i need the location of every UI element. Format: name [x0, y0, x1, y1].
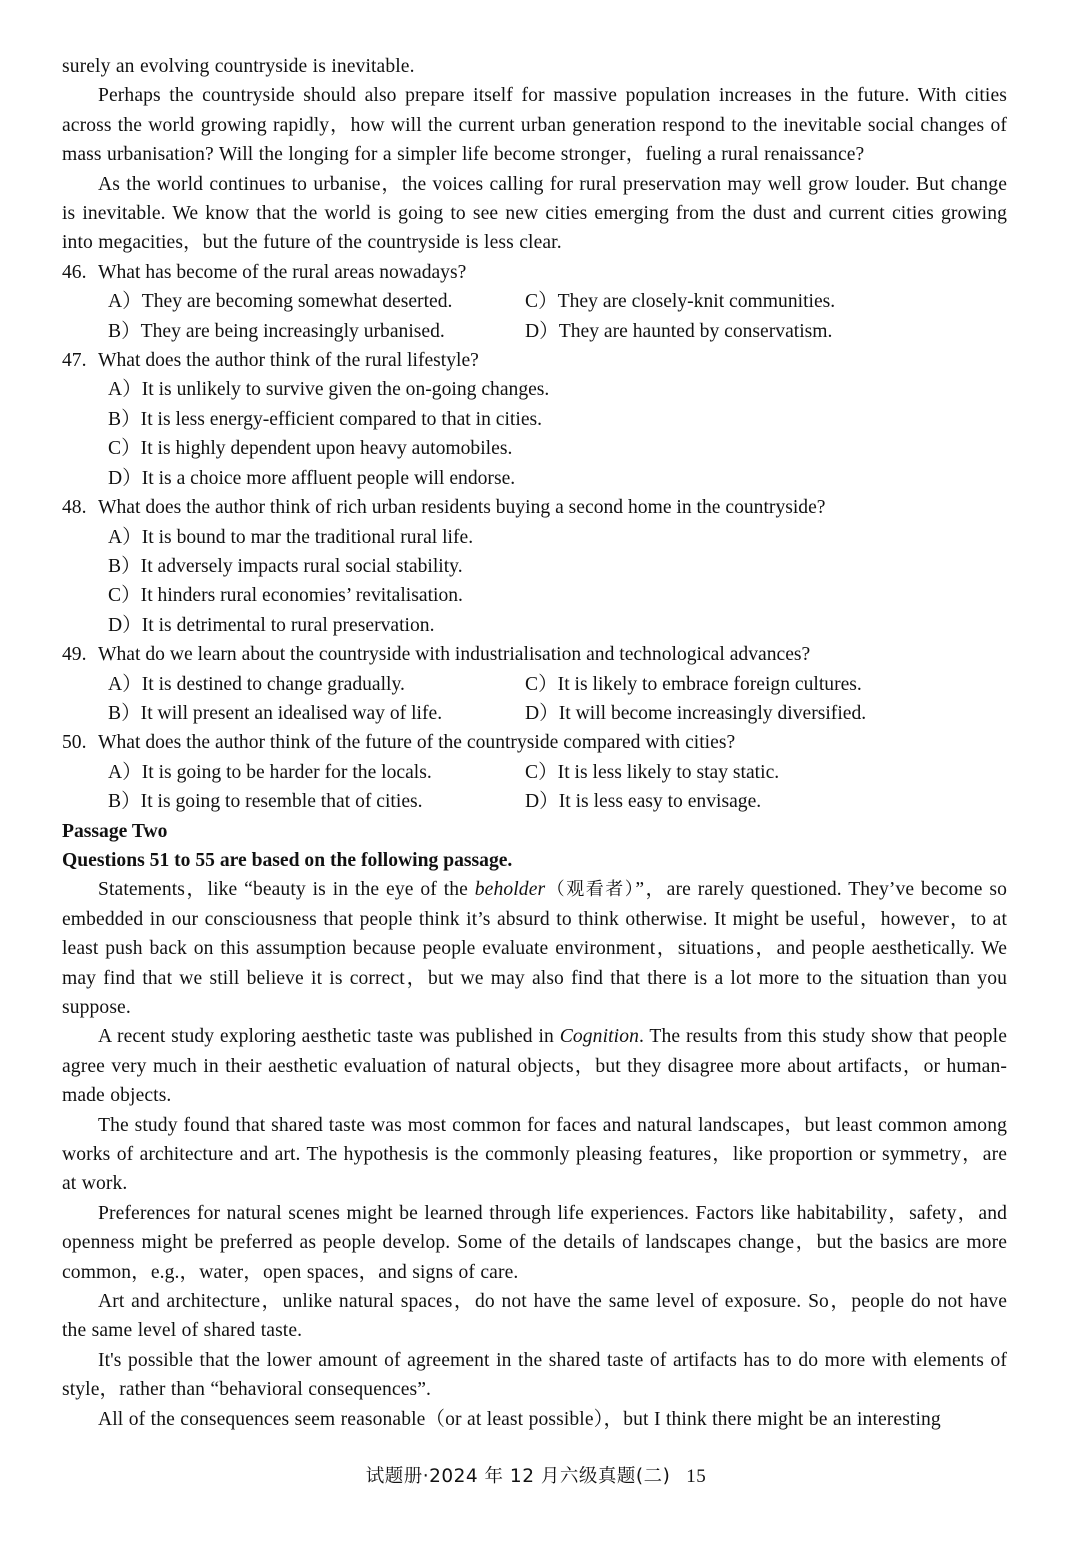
- option-label: D）: [525, 702, 559, 724]
- option-label: A）: [108, 526, 142, 548]
- question-50: [62, 728, 1007, 757]
- passage-two-paragraph-5: Art and architecture，unlike natural spaces，do not have the same level of exposure. So，people do not have the same level of shared taste.: [62, 1291, 1007, 1342]
- option-c[interactable]: [525, 758, 1007, 787]
- option-c[interactable]: [525, 287, 1007, 316]
- question-47-options: [62, 375, 1007, 493]
- p2-pre: A recent study exploring aesthetic taste was published in: [98, 1026, 560, 1048]
- page-number: 15: [686, 1466, 707, 1487]
- passage-two-paragraph-1: [62, 875, 1007, 1022]
- question-number: 48.: [62, 497, 87, 519]
- option-c[interactable]: [108, 434, 1007, 463]
- option-label: C）: [525, 291, 558, 313]
- question-46-options: [62, 287, 1007, 346]
- option-row: [108, 670, 1007, 699]
- option-label: D）: [525, 791, 559, 813]
- passage-two-paragraph-3: The study found that shared taste was most common for faces and natural landscapes，but least common among works of architecture and art. The hypothesis is the commonly pleasing features，like proportion or symmetry，are at work.: [62, 1114, 1007, 1195]
- question-number: 46.: [62, 261, 87, 283]
- option-text: It is destined to change gradually.: [141, 673, 405, 695]
- option-text: It hinders rural economies’ revitalisation.: [140, 585, 463, 607]
- option-label: B）: [108, 555, 141, 577]
- option-label: C）: [525, 761, 558, 783]
- question-stem: What does the author think of the future of the countryside compared with cities?: [98, 732, 736, 754]
- option-label: A）: [108, 291, 142, 313]
- passage-two-heading: Passage Two: [62, 820, 168, 842]
- option-d[interactable]: [525, 787, 1007, 816]
- option-text: It is going to be harder for the locals.: [141, 761, 432, 783]
- option-text: It is a choice more affluent people will endorse.: [141, 467, 516, 489]
- option-text: It is detrimental to rural preservation.: [141, 614, 435, 636]
- option-label: C）: [525, 673, 558, 695]
- option-d[interactable]: [108, 611, 1007, 640]
- question-stem: What do we learn about the countryside with industrialisation and technological advances?: [98, 644, 811, 666]
- option-label: C）: [108, 438, 141, 460]
- option-label: B）: [108, 320, 141, 342]
- question-48-options: [62, 523, 1007, 641]
- option-text: They are closely-knit communities.: [557, 291, 836, 313]
- question-46: [62, 258, 1007, 287]
- option-d[interactable]: [525, 699, 1007, 728]
- passage-two-paragraph-7: All of the consequences seem reasonable（or at least possible），but I think there might be an interesting: [98, 1408, 941, 1430]
- question-stem: What does the author think of the rural lifestyle?: [98, 350, 479, 372]
- option-b[interactable]: [108, 699, 525, 728]
- option-row: [108, 287, 1007, 316]
- option-label: B）: [108, 702, 141, 724]
- option-a[interactable]: [108, 375, 1007, 404]
- question-50-options: [62, 758, 1007, 817]
- option-label: B）: [108, 791, 141, 813]
- p1-pre: Statements，like “beauty is in the eye of the: [98, 879, 475, 901]
- question-47: [62, 346, 1007, 375]
- option-label: D）: [108, 614, 142, 636]
- option-text: They are becoming somewhat deserted.: [141, 291, 453, 313]
- option-b[interactable]: [108, 552, 1007, 581]
- option-text: It is bound to mar the traditional rural life.: [141, 526, 474, 548]
- carryover-line: surely an evolving countryside is inevitable.: [62, 56, 415, 77]
- option-row: [108, 787, 1007, 816]
- option-c[interactable]: [525, 670, 1007, 699]
- option-label: A）: [108, 673, 142, 695]
- option-a[interactable]: [108, 523, 1007, 552]
- question-number: 50.: [62, 732, 87, 754]
- question-48: [62, 493, 1007, 522]
- option-c[interactable]: [108, 581, 1007, 610]
- page-content: [62, 52, 1007, 1434]
- question-number: 47.: [62, 350, 87, 372]
- option-text: It will become increasingly diversified.: [558, 702, 867, 724]
- option-b[interactable]: [108, 317, 525, 346]
- passage-one-paragraph-2: As the world continues to urbanise，the voices calling for rural preservation may well grow louder. But change is inevitable. We know that the world is going to see new cities emerging from the dust and current cities growing into megacities，but the future of the countryside is less clear.: [62, 173, 1007, 254]
- passage-two-paragraph-6: It's possible that the lower amount of agreement in the shared taste of artifacts has to do more with elements of style，rather than “behavioral consequences”.: [62, 1349, 1007, 1401]
- question-stem: What has become of the rural areas nowadays?: [98, 261, 467, 283]
- option-d[interactable]: [525, 317, 1007, 346]
- option-text: It is less easy to envisage.: [558, 791, 762, 813]
- option-text: It is less energy-efficient compared to that in cities.: [140, 408, 543, 430]
- option-label: D）: [108, 467, 142, 489]
- option-a[interactable]: [108, 758, 525, 787]
- option-row: [108, 699, 1007, 728]
- option-text: It is less likely to stay static.: [557, 761, 780, 783]
- question-stem: What does the author think of rich urban residents buying a second home in the countryside?: [98, 497, 826, 519]
- option-text: It is unlikely to survive given the on-going changes.: [141, 379, 550, 401]
- option-text: It will present an idealised way of life.: [140, 702, 443, 724]
- chinese-gloss: （观看者）: [545, 879, 636, 901]
- option-text: They are being increasingly urbanised.: [140, 320, 445, 342]
- option-b[interactable]: [108, 405, 1007, 434]
- option-label: A）: [108, 379, 142, 401]
- passage-two-paragraph-2: [62, 1022, 1007, 1110]
- option-text: It is going to resemble that of cities.: [140, 791, 423, 813]
- passage-one-paragraph-1: Perhaps the countryside should also prepare itself for massive population increases in the future. With cities across the world growing rapidly，how will the current urban generation respond to the inevitable social changes of mass urbanisation? Will the longing for a simpler life become stronger，fueling a rural renaissance?: [62, 85, 1007, 166]
- option-row: [108, 317, 1007, 346]
- p2-post: . The results from this study show that people agree very much in their aesthetic evaluation of natural objects，but they disagree more about artifacts，or human-made objects.: [62, 1026, 1007, 1107]
- option-text: It is likely to embrace foreign cultures.: [557, 673, 862, 695]
- option-row: [108, 758, 1007, 787]
- question-49-options: [62, 670, 1007, 729]
- question-49: [62, 640, 1007, 669]
- option-label: C）: [108, 585, 141, 607]
- italic-journal-cognition: Cognition: [559, 1026, 639, 1048]
- option-text: It is highly dependent upon heavy automobiles.: [140, 438, 513, 460]
- option-b[interactable]: [108, 787, 525, 816]
- question-number: 49.: [62, 644, 87, 666]
- option-text: It adversely impacts rural social stability.: [140, 555, 463, 577]
- option-label: B）: [108, 408, 141, 430]
- footer-exam-title: 试题册·2024 年 12 月六级真题(二): [365, 1466, 671, 1487]
- page-footer: [0, 1462, 1072, 1488]
- p1-post: ”，are rarely questioned. They’ve become so embedded in our consciousness that people think it’s absurd to think otherwise. It might be useful，however，to at least push back on this assumption because people evaluate environment，situations，and people aesthetically. We may find that we still believe it is correct，but we may also find that there is a lot more to the situation than you suppose.: [62, 879, 1007, 1018]
- passage-two-paragraph-4: Preferences for natural scenes might be learned through life experiences. Factors like habitability，safety，and openness might be preferred as people develop. Some of the details of landscapes change，but the basics are more common，e.g.，water，open spaces，and signs of care.: [62, 1202, 1007, 1283]
- option-a[interactable]: [108, 670, 525, 699]
- option-d[interactable]: [108, 464, 1007, 493]
- option-label: D）: [525, 320, 559, 342]
- option-label: A）: [108, 761, 142, 783]
- passage-two-directions: Questions 51 to 55 are based on the following passage.: [62, 849, 513, 871]
- italic-term-beholder: beholder: [474, 879, 546, 901]
- option-text: They are haunted by conservatism.: [558, 320, 833, 342]
- option-a[interactable]: [108, 287, 525, 316]
